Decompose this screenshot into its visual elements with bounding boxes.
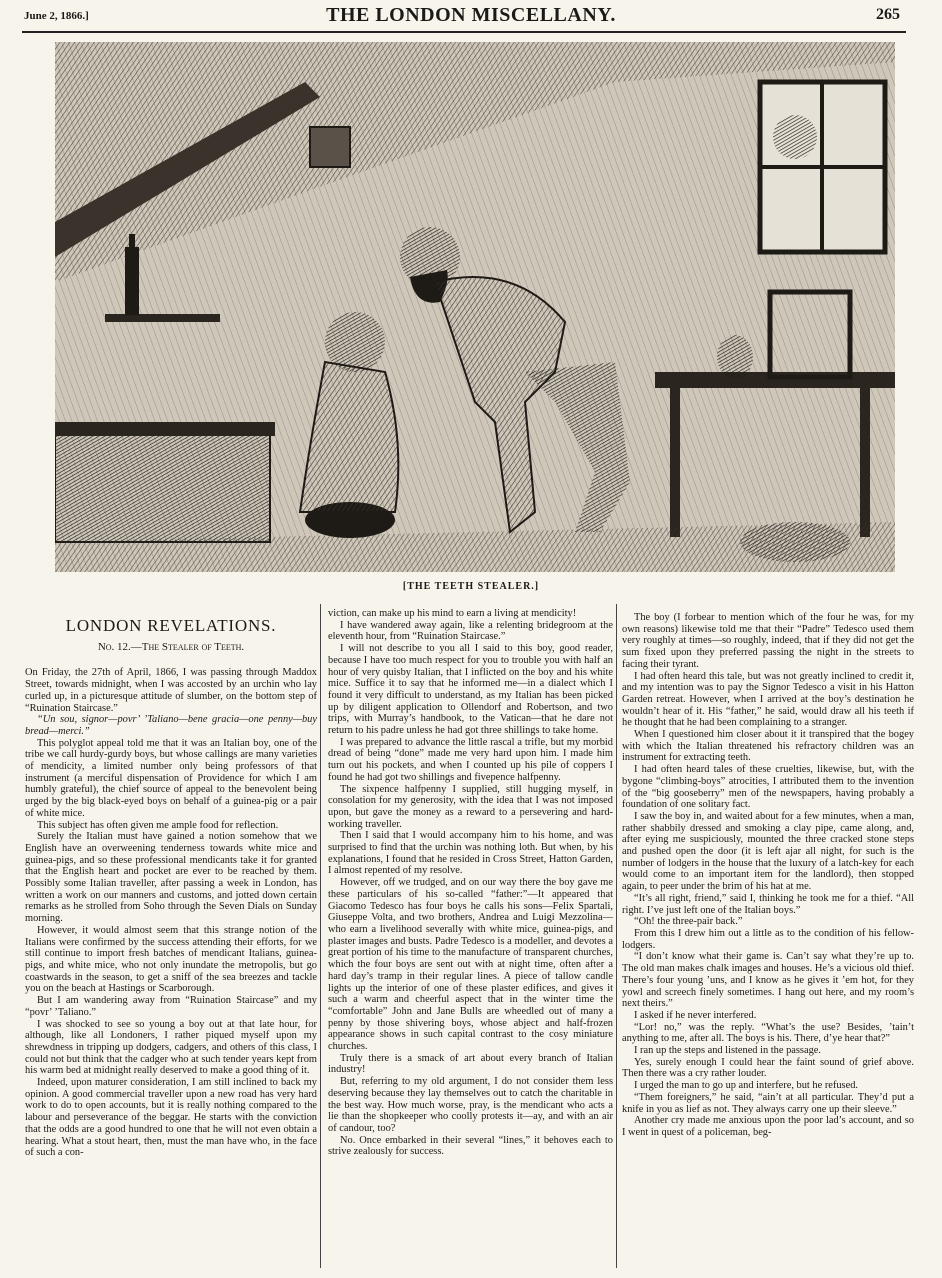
table-leg-right [860, 387, 870, 537]
paragraph: Surely the Italian must have gained a notion somehow that we English have an overweening tenderness towards white mice and guinea-pigs, and so these professional mendicants take it for granted that the English heart and pocket are ever to be reached by them. Possibly some Italian traveller, after passing a week in London, has written a work on our manners and customs, and jotted down certain remarks as he strolled from Soho through the Seven Dials on Sunday morning. [25, 831, 317, 925]
jug [717, 335, 753, 379]
illustration-caption: [THE TEETH STEALER.] [402, 581, 540, 592]
article-subhead: No. 12.—The Stealer of Teeth. [97, 640, 245, 653]
paragraph: This polyglot appeal told me that it was an Italian boy, one of the tribe we call hurdy-gurdy boys, but whose callings are many varieties of mendicity, a limited number only being professors of that instrument (a merciful dispensation of Providence for which I am humbly grateful), the chief source of appeal to the benevolent being urged by the big black-eyed boys on behalf of a guinea-pig or a pair of white mice. [25, 737, 317, 819]
paragraph: I had often heard tales of these cruelties, likewise, but, with the bygone “climbing-boys” atrocities, I attributed them to the invention of the “big gooseberry” men of the newspapers, having probably a foundation of one solitary fact. [622, 764, 914, 811]
article-column-3 [622, 612, 914, 1139]
paragraph: But I am wandering away from “Ruination Staircase” and my “povr’ ’Taliano.” [25, 995, 317, 1018]
watcher-at-window [773, 115, 817, 159]
boot-on-floor [740, 522, 850, 562]
table-top [655, 372, 895, 388]
issue-date: June 2, 1866.] [24, 10, 89, 22]
paragraph: “Un sou, signor—povr’ ’Taliano—bene gracia—one penny—buy bread—merci.” [25, 714, 317, 737]
wine-bottle-neck [129, 234, 135, 250]
paragraph: However, off we trudged, and on our way there the boy gave me these particulars of his so-called “father:”—It appeared that Giacomo Tedesco has four boys he calls his sons—Felix Spartali, Giuseppe Volta, and two brothers, Andrea and Luigi Mezzolina—who earn a livelihood severally with white mice, guinea-pigs, and plaster images and busts. Padre Tedesco is a modeller, and devotes a great portion of his time to the manufacture of transparent churches, which the four boys are sent out with at night time, often after a hard day’s tramp in their regular lines. A piece of tallow candle lights up the interior of one of these plaster edifices, and gives it such a warm and cheerful aspect that in the winter time the “comfortable” John and Jane Bulls are wheedled out of many a penny by those shivering boys, whose abject and half-frozen appearance shows in such capital contrast to the cosy miniature churches. [328, 877, 613, 1053]
paragraph: No. Once embarked in their several “lines,” it behoves each to strive zealously for success. [328, 1134, 613, 1158]
paragraph: The sixpence halfpenny I supplied, still hugging myself, in consolation for my generosity, with the idea that I was not imposed upon, but gave the money as a reward to a persevering and hard-working traveller. [328, 783, 613, 830]
column-divider-2 [616, 604, 617, 1268]
paragraph: But, referring to my old argument, I do not consider them less deserving because they lay themselves out to catch the charitable in the best way. How much worse, pray, is the mendicant who acts a lie than the shopkeeper who coolly protests it—ay, and with an air of candour, too? [328, 1076, 613, 1134]
paragraph: I asked if he never interfered. [634, 1009, 757, 1021]
engraving-illustration [55, 42, 895, 572]
paragraph: Then I said that I would accompany him to his home, and was surprised to find that the urchin was nothing loth. But when, by his explanations, I found that he resided in Cross Street, Hatton Garden, I almost repented of my resolve. [328, 830, 613, 877]
paragraph: Another cry made me anxious upon the poor lad’s account, and so I went in quest of a policeman, beg- [622, 1115, 914, 1138]
paragraph: I saw the boy in, and waited about for a few minutes, when a man, rather shabbily dressed and smoking a clay pipe, came along, and, after eying me suspiciously, mounted the three cracked stone steps and pushed open the door (it is left ajar all night, for such is the number of lodgers in the house that the luxury of a latch-key for each would come to an important item for the landlord), then stopped again, to peer under the brim of his hat at me. [622, 810, 914, 893]
table-leg-left [670, 387, 680, 537]
masthead-title: THE LONDON MISCELLANY. [326, 4, 616, 26]
paragraph: The boy (I forbear to mention which of the four he was, for my own reasons) likewise told me that their “Padre” Tedesco used them very roughly at times—so roughly, indeed, that if they did not get the sum fixed upon they preferred passing the night in the streets to facing their tyrant. [622, 612, 914, 670]
column-divider-1 [320, 604, 321, 1268]
page-number: 265 [876, 6, 900, 23]
chest-lid [55, 422, 275, 436]
paragraph: I had often heard this tale, but was not greatly inclined to credit it, and my intention was to pay the Signor Tedesco a visit in his Hatton Garden retreat. However, when I arrived at the boy’s destination he wouldn’t hear of it. His “father,” he said, would draw all his teeth if he thought that he had been complaining to a stranger. [622, 670, 914, 729]
paragraph: I ran up the steps and listened in the passage. [634, 1045, 821, 1057]
paragraph: However, it would almost seem that this strange notion of the Italians were confirmed by the success attending their efforts, for we still continue to import fresh batches of mendicant Italians, guinea-pigs, and white mice, who not only inundate the metropolis, but go coastwards in the season, to get a sniff of the sea breezes and tackle you on the beach at Hastings or Scarborough. [25, 924, 317, 995]
wooden-chest [55, 432, 270, 542]
paragraph: “Oh! the three-pair back.” [634, 916, 743, 928]
paragraph: “I don’t know what their game is. Can’t say what they’re up to. The old man makes chalk images and houses. He’s a vicious old thief. There’s four young ’uns, and I know as he gives it ’em hot, for they yowl and screech finely sometimes. I hang out here, and my room’s next theirs.” [622, 951, 914, 1010]
hanging-picture [310, 127, 350, 167]
article-headline: LONDON REVELATIONS. [65, 616, 277, 635]
paragraph: I urged the man to go up and interfere, but he refused. [634, 1080, 858, 1092]
paragraph: Yes, surely enough I could hear the faint sound of grief above. Then there was a cry rather louder. [622, 1056, 914, 1080]
paragraph: viction, can make up his mind to earn a living at mendicity! [328, 608, 577, 619]
header-rule [22, 31, 906, 33]
paragraph: I was prepared to advance the little rascal a trifle, but my morbid dread of being “done” made me very hard upon him. I made him turn out his pockets, and when I counted up his pile of coppers I found he had got two shillings and fivepence halfpenny. [328, 736, 613, 783]
paragraph: When I questioned him closer about it it transpired that the bogey with which the Italian threatened his refractory children was an instrument for extracting teeth. [622, 729, 914, 764]
paragraph: On Friday, the 27th of April, 1866, I was passing through Maddox Street, towards midnight, when I was accosted by an urchin who lay curled up, in a picturesque attitude of slumber, on the bottom step of “Ruination Staircase.” [25, 667, 317, 714]
paragraph: I was shocked to see so young a boy out at that late hour, for although, like all Londoners, I rather piqued myself upon my shrewdness in tripping up dodgers, cadgers, and others of this class, I could not but think that the cadger who at such tender years kept from his warm bed at midnight really deserved to make a good thing of it. [25, 1018, 317, 1077]
paragraph: Indeed, upon maturer consideration, I am still inclined to back my opinion. A good commercial traveller upon a new road has very hard work to do to open accounts, but it is really nothing compared to the labour and perseverance of the beggar. He starts with the conviction that the odds are a good hundred to one that he will not even obtain a hearing. What a stout heart, then, must the man have who, in the face of such a con- [25, 1077, 317, 1159]
paragraph: This subject has often given me ample food for reflection. [37, 819, 279, 831]
left-shelf [105, 314, 220, 322]
paragraph: I will not describe to you all I said to this boy, good reader, because I have too much respect for you to trouble you with half an hour of very quisby Italian, that I inflicted on the boy and his white mice. Suffice it to say that he informed me—in a dialect which I found it very difficult to understand, as my Italian has been picked up by diligent application to Ollendorf and Robertson, and two trips, with Murray’s handbook, to the Vatican—that he dare not return to his padre unless he had got three shillings to take home. [328, 643, 613, 737]
paragraph: “Them foreigners,” he said, “ain’t at all particular. They’d put a knife in you as lief as not. They always carry one up their sleeve.” [622, 1091, 914, 1115]
paragraph: From this I drew him out a little as to the condition of his fellow-lodgers. [622, 927, 914, 951]
paragraph: I have wandered away again, like a relenting bridegroom at the eleventh hour, from “Ruination Staircase.” [328, 619, 613, 643]
paragraph: “Lor! no,” was the reply. “What’s the use? Besides, ’tain’t anything to me, after all. The boys is his. There, d’ye hear that?” [622, 1021, 914, 1045]
paragraph: “It’s all right, friend,” said I, thinking he took me for a thief. “All right. I’ve just left one of the Italian boys.” [622, 892, 914, 916]
article-column-2 [328, 608, 613, 1158]
wine-bottle [125, 247, 139, 315]
paragraph: Truly there is a smack of art about every branch of Italian industry! [328, 1052, 613, 1076]
article-column-1 [25, 612, 317, 1159]
